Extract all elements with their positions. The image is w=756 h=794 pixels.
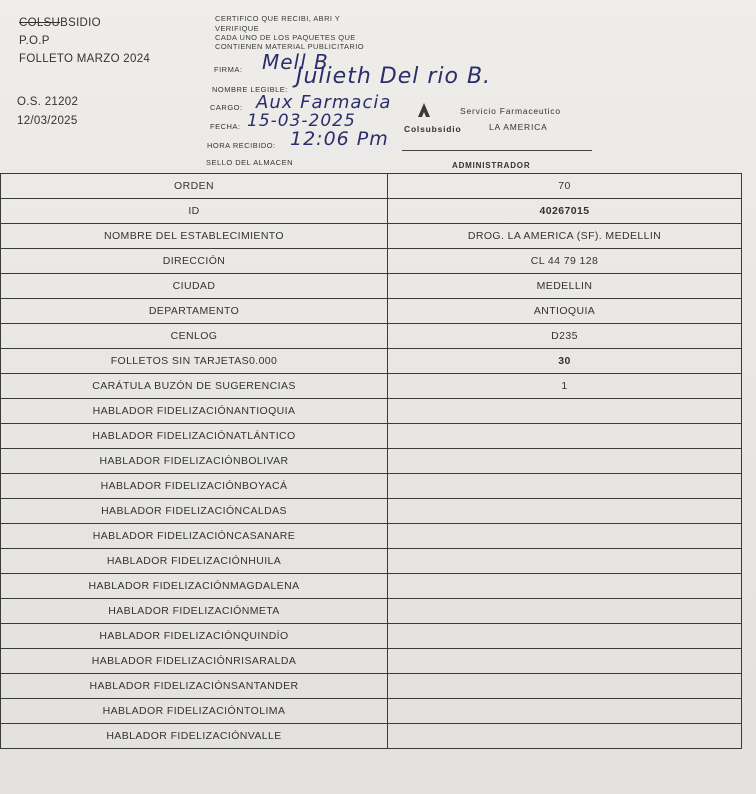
table-row [1,699,742,724]
table-row [1,374,742,399]
fecha-value: 15-03-2025 [247,111,356,131]
os-number: O.S. 21202 [17,96,79,108]
row-value: DROG. LA AMERICA (SF). MEDELLIN [388,224,742,249]
row-label: HABLADOR FIDELIZACIÓNCALDAS [1,499,388,524]
table-row [1,599,742,624]
cargo-label: CARGO: [210,103,243,112]
folleto-label: FOLLETO MARZO 2024 [19,53,151,65]
row-label: HABLADOR FIDELIZACIÓNSANTANDER [1,674,388,699]
row-value [388,474,742,499]
row-label: HABLADOR FIDELIZACIÓNBOLIVAR [1,449,388,474]
table-row [1,174,742,199]
table-row [1,574,742,599]
table-row [1,549,742,574]
row-label: HABLADOR FIDELIZACIÓNANTIOQUIA [1,399,388,424]
table-row [1,449,742,474]
row-value [388,674,742,699]
row-label: ID [1,199,388,224]
row-value [388,524,742,549]
stamp-store: LA AMERICA [489,122,548,132]
table-row [1,674,742,699]
row-value: 70 [388,174,742,199]
table-row [1,724,742,749]
cert-line3: CADA UNO DE LOS PAQUETES QUE [215,33,356,42]
nombre-label: NOMBRE LEGIBLE: [212,85,288,94]
table-row [1,499,742,524]
table-row [1,349,742,374]
table-row [1,199,742,224]
table-row [1,274,742,299]
row-value: D235 [388,324,742,349]
row-label: FOLLETOS SIN TARJETAS0.000 [1,349,388,374]
stamp-line [402,150,592,151]
row-value [388,499,742,524]
row-value: MEDELLIN [388,274,742,299]
sello-label: SELLO DEL ALMACEN [206,158,294,167]
row-label: HABLADOR FIDELIZACIÓNATLÁNTICO [1,424,388,449]
row-label: HABLADOR FIDELIZACIÓNRISARALDA [1,649,388,674]
fecha-label: FECHA: [210,122,241,131]
row-label: DIRECCIÓN [1,249,388,274]
colsubsidio-logo-icon [417,102,431,118]
row-label: NOMBRE DEL ESTABLECIMIENTO [1,224,388,249]
table-row [1,324,742,349]
hora-label: HORA RECIBIDO: [207,141,276,150]
row-value: 40267015 [388,199,742,224]
row-label: ORDEN [1,174,388,199]
cert-line1: CERTIFICO QUE RECIBI, ABRI Y [215,14,341,23]
table-row [1,649,742,674]
stamp-role: ADMINISTRADOR [452,161,531,170]
row-value [388,699,742,724]
row-value [388,599,742,624]
table-row [1,624,742,649]
table-row [1,299,742,324]
cert-line2: VERIFIQUE [215,24,260,33]
firma-label: FIRMA: [214,65,243,74]
nombre-value: Julieth Del rio B. [296,64,492,89]
table-row [1,424,742,449]
table-row [1,474,742,499]
table-row [1,399,742,424]
row-label: HABLADOR FIDELIZACIÓNBOYACÁ [1,474,388,499]
company-struck: COLSU [19,17,61,29]
row-value: 30 [388,349,742,374]
table-row [1,249,742,274]
row-value: ANTIOQUIA [388,299,742,324]
row-label: DEPARTAMENTO [1,299,388,324]
stamp-brand: Colsubsidio [404,124,462,134]
row-value [388,649,742,674]
row-label: HABLADOR FIDELIZACIÓNMAGDALENA [1,574,388,599]
row-value: 1 [388,374,742,399]
stamp-service: Servicio Farmaceutico [460,106,561,116]
firma-signature: Mell B [262,50,329,74]
company-rest: BSIDIO [60,17,101,29]
row-value [388,449,742,474]
row-value [388,549,742,574]
row-label: CENLOG [1,324,388,349]
row-value [388,574,742,599]
pop-label: P.O.P [19,35,50,47]
hora-value: 12:06 Pm [290,128,389,150]
row-label: HABLADOR FIDELIZACIÓNQUINDÍO [1,624,388,649]
row-value [388,724,742,749]
cert-line4: CONTIENEN MATERIAL PUBLICITARIO [215,42,364,51]
row-label: HABLADOR FIDELIZACIÓNCASANARE [1,524,388,549]
company-name [19,17,101,29]
row-label: CIUDAD [1,274,388,299]
table-row [1,224,742,249]
row-value [388,424,742,449]
row-label: HABLADOR FIDELIZACIÓNHUILA [1,549,388,574]
row-value [388,624,742,649]
table-row [1,524,742,549]
row-label: HABLADOR FIDELIZACIÓNVALLE [1,724,388,749]
delivery-table [0,173,742,749]
header-date: 12/03/2025 [17,115,78,127]
row-label: HABLADOR FIDELIZACIÓNMETA [1,599,388,624]
row-value: CL 44 79 128 [388,249,742,274]
row-value [388,399,742,424]
row-label: CARÁTULA BUZÓN DE SUGERENCIAS [1,374,388,399]
row-label: HABLADOR FIDELIZACIÓNTOLIMA [1,699,388,724]
cargo-value: Aux Farmacia [256,92,392,113]
